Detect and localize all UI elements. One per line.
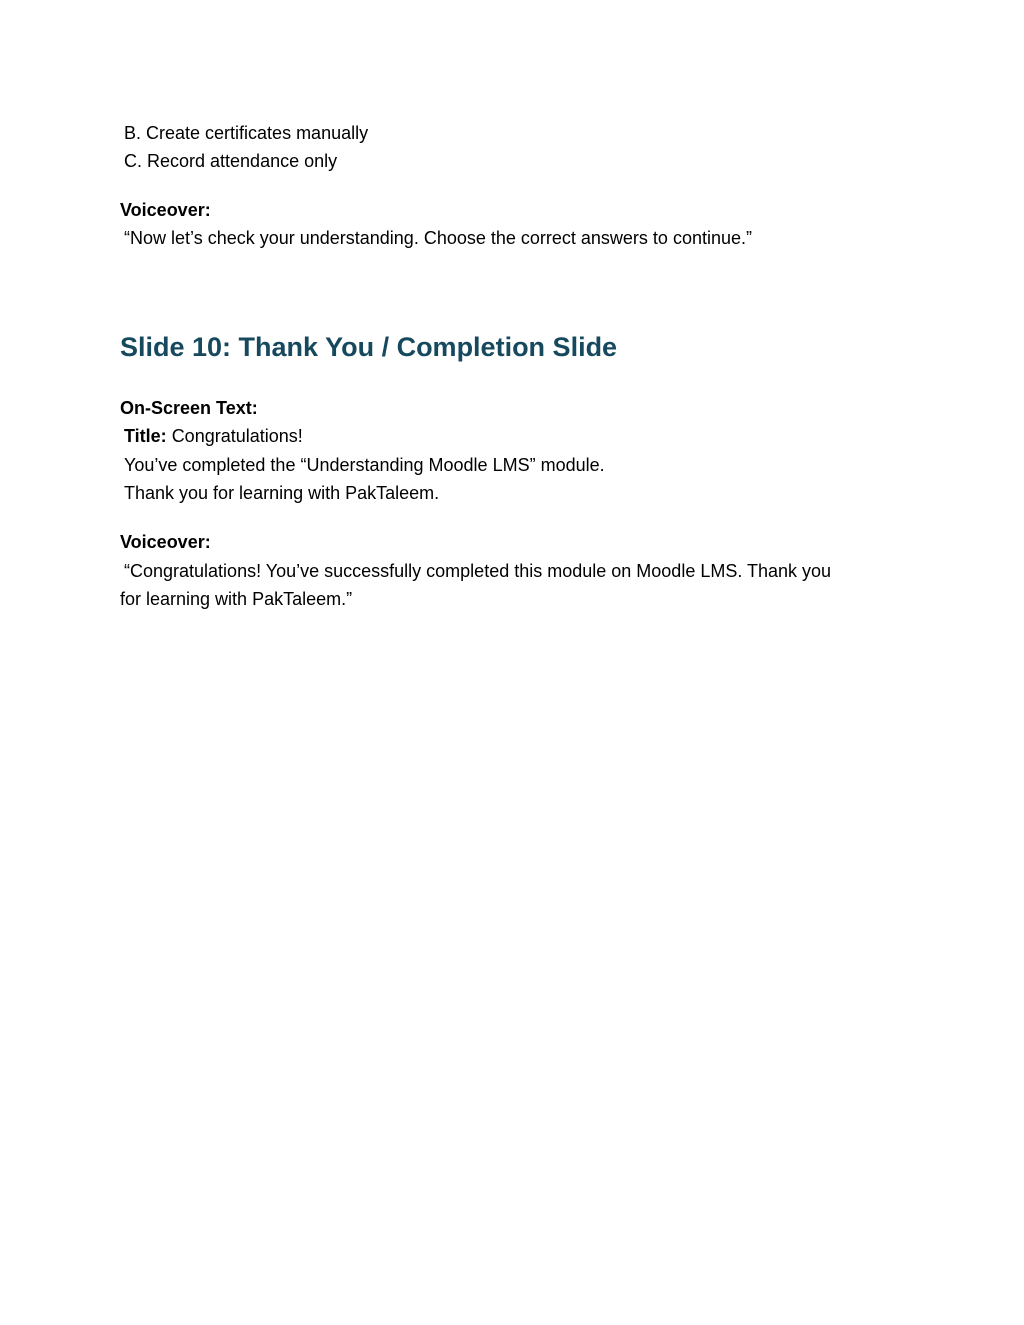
voiceover-text-line-2: for learning with PakTaleem.” [120, 589, 353, 609]
title-value: Congratulations! [171, 426, 303, 446]
voiceover-label: Voiceover: [120, 200, 211, 220]
slide-heading: Slide 10: Thank You / Completion Slide [120, 332, 618, 362]
voiceover-text: “Now let’s check your understanding. Choose the correct answers to continue.” [124, 228, 752, 248]
title-label: Title: [124, 426, 167, 446]
voiceover-label: Voiceover: [120, 532, 211, 552]
title-line [124, 424, 303, 448]
on-screen-text-label: On-Screen Text: [120, 398, 258, 418]
quiz-option-b: B. Create certificates manually [124, 123, 369, 143]
voiceover-text-line-1: “Congratulations! You’ve successfully completed this module on Moodle LMS. Thank you [124, 561, 832, 581]
thank-you-line: Thank you for learning with PakTaleem. [124, 483, 440, 503]
quiz-option-c: C. Record attendance only [124, 151, 338, 171]
completion-line: You’ve completed the “Understanding Moodle LMS” module. [124, 455, 605, 475]
